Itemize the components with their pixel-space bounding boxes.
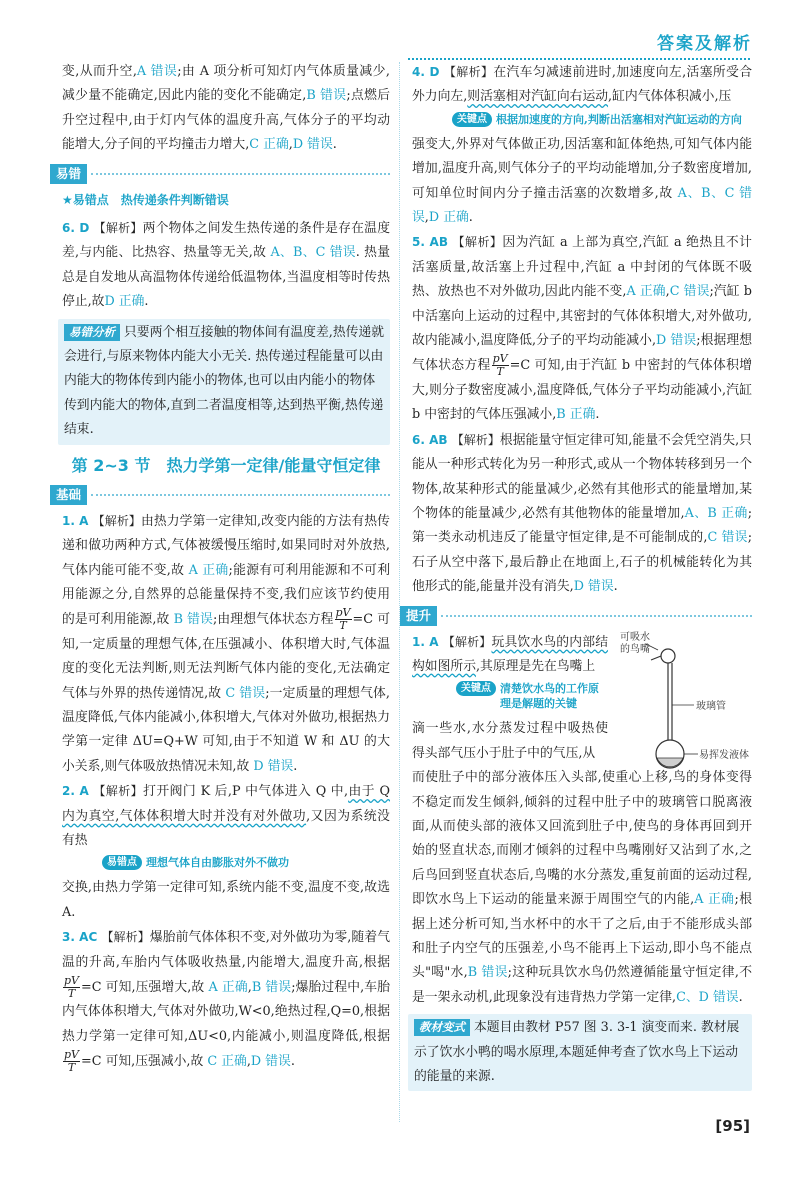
figure-label-beak: 的鸟嘴 — [620, 643, 650, 655]
answer-4-cont: 强变大,外界对气体做正功,因活塞和缸体绝热,可知气体内能增加,温度升高,则气体分子的平均动能增加,分子数密度增加,可知单位时间内分子撞击活塞的次数增多,故 A、B、C 错误,D 正确. — [412, 136, 752, 226]
chapter-title: 第 2~3 节 热力学第一定律/能量守恒定律 — [71, 455, 381, 475]
right-column — [406, 60, 753, 1097]
answer-5: 5. AB 【解析】因为汽缸 a 上部为真空,汽缸 a 绝热且不计活塞质量,故活塞上升过程中,汽缸 a 中封闭的气体既不吸热、放热也不对外做功,因此内能不变,A 正确,C 错误;汽缸 b 中活塞向上运动的过程中,其密封的气体体积增大,对外做功,故内能减小,温度降低,分子的平均动能减小,D 错误;根据理想气体状态方程 $\frac{pV}{T}$ =C 可知,由于汽缸 b 中密封的气体体积增大,则分子数密度减小,温度降低,气体分子平均动能减小,汽缸 b 中密封的气体压强减小,B 正确. — [412, 235, 753, 423]
header-title: 答案及解析 — [657, 34, 752, 54]
drinking-bird-figure — [606, 630, 756, 780]
error-analysis-tag: 易错分析 — [64, 324, 120, 341]
answer-2-cont: 交换,由热力学第一定律可知,系统内能不变,温度不变,故选 A. — [62, 880, 390, 920]
answer-2: 2. A 【解析】打开阀门 K 后,P 中气体进入 Q 中,由于 Q 内为真空,气体体积增大时并没有对外做功,又因为系统没有热 — [62, 784, 390, 848]
answer-4: 4. D 【解析】在汽车匀减速前进时,加速度向左,活塞所受合外力向左,则活塞相对汽缸向右运动,缸内气体体积减小,压 — [412, 65, 752, 105]
error-point-label: ★易错点 热传递条件判断错误 — [62, 192, 229, 207]
answer-6b: 6. AB 【解析】根据能量守恒定律可知,能量不会凭空消失,只能从一种形式转化为另一种形式,或从一个物体转移到另一个物体,故某种形式的能量减少,必然有其他形式的能量增加,某个物体的能量减少,必然有其他物体的能量增加,A、B 正确;第一类永动机违反了能量守恒定律,是不可能制成的,C 错误;石子从空中落下,最后静止在地面上,石子的机械能转化为其他形式的能,能量并没有消失,D 错误. — [412, 432, 753, 595]
textbook-variant-tag: 教材变式 — [414, 1019, 470, 1036]
answer-6: 6. D 【解析】两个物体之间发生热传递的条件是存在温度差,与内能、比热容、热量等无关,故 A、B、C 错误. 热量总是自发地从高温物体传递给低温物体,当温度相等时传热停止,故D 正确. — [62, 221, 391, 310]
textbook-variant-box: 教材变式 本题目由教材 P57 图 3. 3-1 演变而来. 教材展示了饮水小鸭的喝水原理,本题延伸考查了饮水鸟上下运动的能量的来源. — [408, 1014, 752, 1091]
section-header-tisheng: 提升 — [400, 606, 752, 626]
answer-p1: 1. A 【解析】玩具饮水鸟的内部结构如图所示,其原理是先在鸟嘴上 — [412, 634, 609, 674]
key-point-note-p1: 关键点 清楚饮水鸟的工作原理是解题的关键 — [456, 681, 606, 711]
figure-label-water: 可吸水 — [620, 631, 650, 643]
answer-3: 3. AC 【解析】爆胎前气体体积不变,对外做功为零,随着气温的升高,车胎内气体吸收热量,内能增大,温度升高,根据 $\frac{pV}{T}$ =C 可知,压强增大,故 A 正确,B 错误;爆胎过程中,车胎内气体体积增大,气体对外做功,W<0,绝热过程,Q=0,根据热力学第一定律可知,ΔU<0,内能减小,则温度降低,根据 $\frac{pV}{T}$ =C 可知,压强减小,故 C 正确,D 错误. — [62, 930, 390, 1075]
page-number: [95] — [715, 1116, 750, 1135]
section-header-yicuo: 易错 — [50, 164, 390, 184]
intro-paragraph: 变,从而升空,A 错误;由 A 项分析可知灯内气体质量减少,减少量不能确定,因此内能的变化不能确定,B 错误;点燃后升空过程中,由于灯内气体的温度升高,气体分子的平均动能增大,分子间的平均撞击力增大,C 正确,D 错误. — [62, 64, 390, 153]
figure-label-liquid: 易挥发液体 — [699, 749, 749, 761]
key-point-note-4: 关键点 根据加速度的方向,判断出活塞相对汽缸运动的方向 — [452, 112, 752, 127]
column-divider — [399, 62, 400, 1122]
answer-1: 1. A 【解析】由热力学第一定律知,改变内能的方法有热传递和做功两种方式,气体被缓慢压缩时,如果同时对外放热,气体内能可能不变,故 A 正确;能源有可利用能源和不可利用能源之分,自然界的总能量保持不变,我们应该节约使用的是可利用能源,故 B 错误;由理想气体状态方程 $\frac{pV}{T}$ =C 可知,一定质量的理想气体,在压强减小、体积增大时,气体温度的变化无法判断,则无法判断气体内能的变化,无法确定气体与外界的热传递情况,故 C 错误;一定质量的理想气体,温度降低,气体内能减小,体积增大,气体对外做功,根据热力学第一定律 ΔU=Q+W 可知,由于不知道 W 和 ΔU 的大小关系,则气体吸放热情况未知,故 D 错误. — [62, 513, 391, 774]
drinking-bird-block — [412, 630, 752, 767]
figure-label-tube: 玻璃管 — [696, 700, 726, 712]
error-point-note: 易错点 理想气体自由膨胀对外不做功 — [102, 855, 390, 870]
error-analysis-box: 易错分析 只要两个相互接触的物体间有温度差,热传递就会进行,与原来物体内能大小无关. 热传递过程能量可以由内能大的物体传到内能小的物体,也可以由内能小的物体传到内能大的物体,直到二者温度相等,达到热平衡,热传递结束. — [58, 319, 390, 445]
section-header-jichu: 基础 — [50, 485, 390, 505]
answer-p1-mid: 滴一些水,水分蒸发过程中吸热使得头部气压小于肚子中的气压,从 — [412, 721, 608, 761]
answer-p1-cont: 而使肚子中的部分液体压入头部,使重心上移,鸟的身体变得不稳定而发生倾斜,倾斜的过程中肚子中的玻璃管口脱离液面,从而使头部的液体又回流到肚子中,使鸟的身体再回到开始的竖直状态,而刚才倾斜的过程中鸟嘴刚好又沾到了水,之后鸟回到竖直状态后,鸟嘴的水分蒸发,重复前面的运动过程,即饮水鸟上下运动的能量来源于周围空气的内能,A 正确;根据上述分析可知,当水杯中的水干了之后,由于不能形成头部和肚子内空气的压强差,小鸟不能再上下运动,即小鸟不能点头"喝"水,B 错误;这种玩具饮水鸟仍然遵循能量守恒定律,不是一架永动机,此现象没有违背热力学第一定律,C、D 错误. — [412, 770, 752, 1005]
left-column — [56, 60, 391, 1075]
fraction-pv-t: $\frac{pV}{T}$ — [335, 606, 351, 633]
